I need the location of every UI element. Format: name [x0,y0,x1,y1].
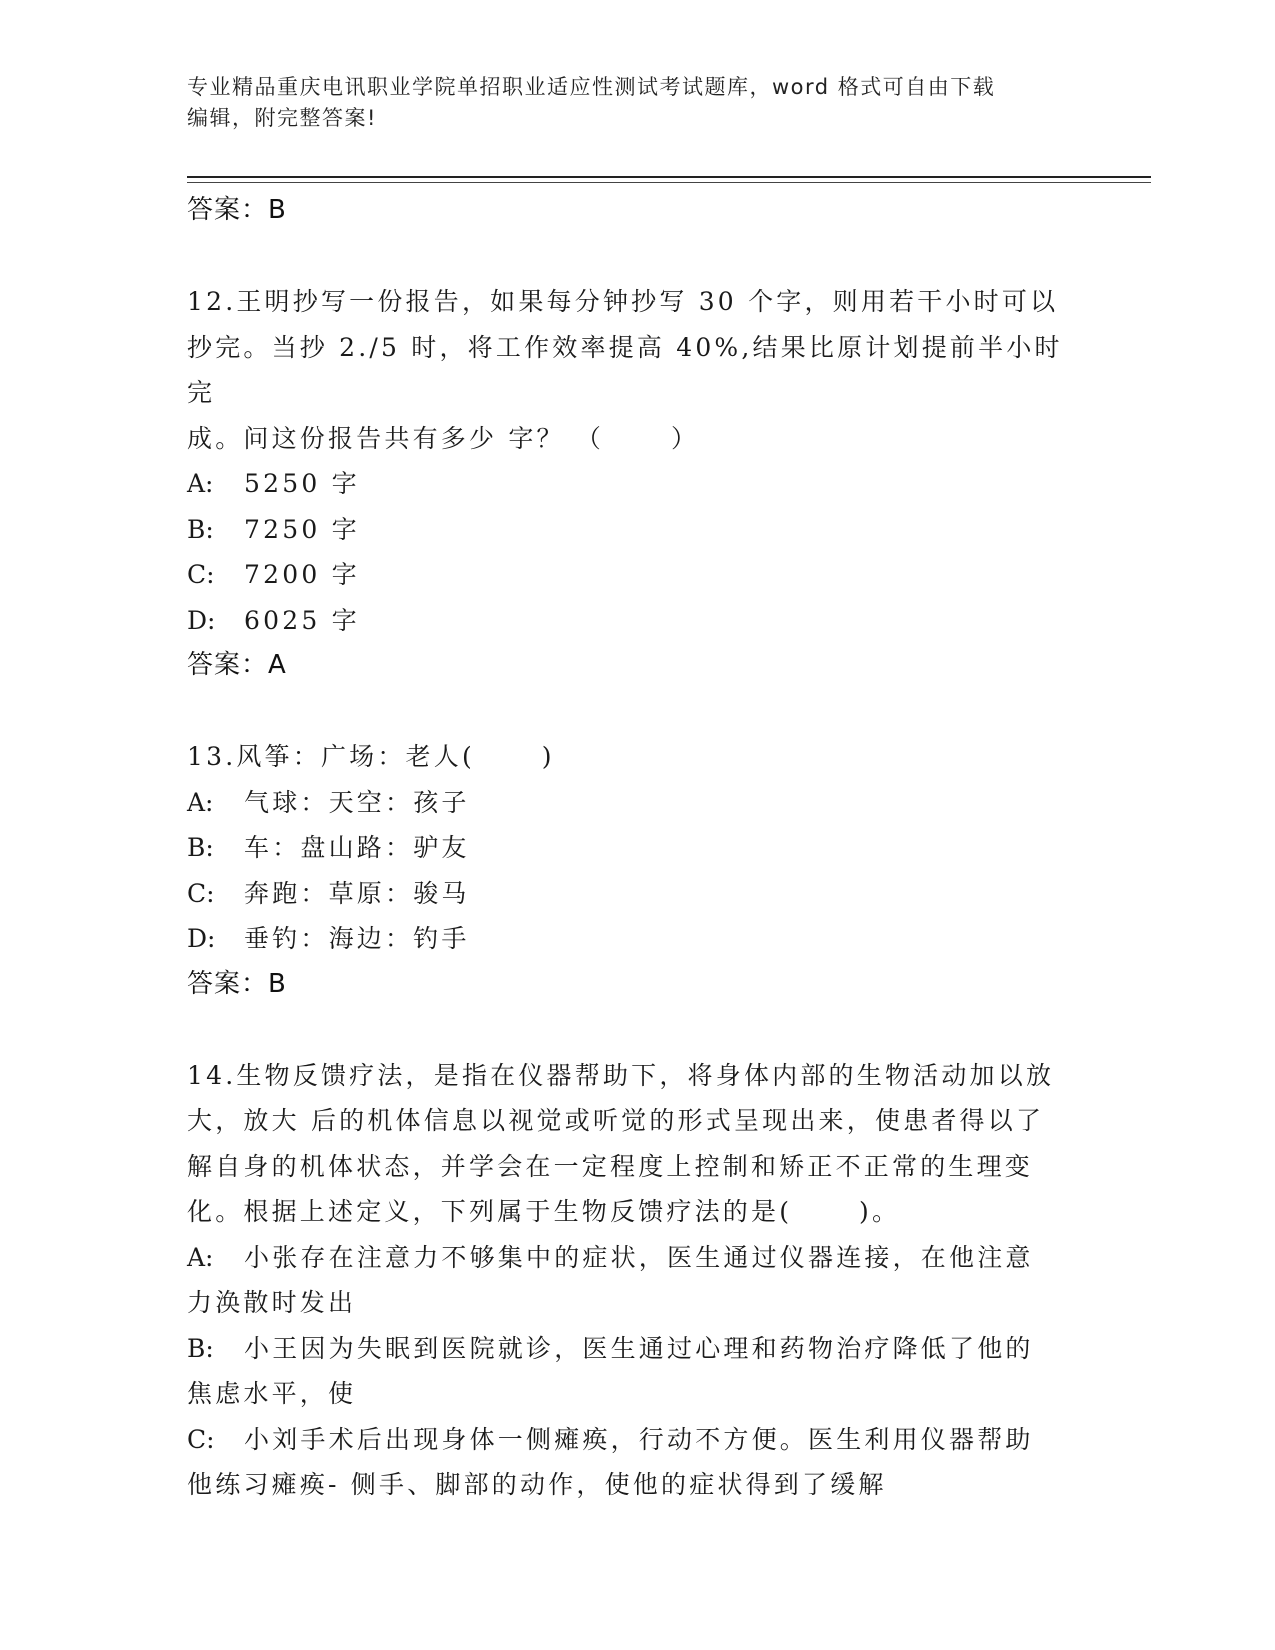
option-text: 小刘手术后出现身体一侧瘫痪，行动不方便。医生利用仪器帮助 [244,1424,1034,1454]
question-13-line-1: 13.风筝：广场：老人( ) [187,742,555,771]
option-label: D: [187,924,216,953]
question-content [187,188,1087,1508]
document-header [187,72,1087,134]
question-12-answer: 答案：A [187,650,287,680]
question-12-line-1: 12.王明抄写一份报告，如果每分钟抄写 30 个字，则用若干小时可以 [187,287,1059,316]
question-14-line-3: 解自身的机体状态，并学会在一定程度上控制和矫正不正常的生理变 [187,1151,1034,1181]
option-label: C: [187,1424,215,1454]
answer-previous: 答案：B [187,195,287,225]
option-text: 垂钓：海边：钓手 [244,924,470,953]
option-text: 气球：天空：孩子 [244,787,470,817]
option-label: C: [187,878,215,908]
question-12 [187,279,1087,689]
option-label: B: [187,514,214,544]
question-14-line-2: 大，放大 后的机体信息以视觉或听觉的形式呈现出来，使患者得以了 [187,1106,1045,1135]
question-12-option-c [187,552,1087,598]
question-13-option-a [187,780,1087,826]
option-label: C: [187,560,215,589]
question-12-option-b [187,507,1087,553]
option-text: 7200 字 [244,560,360,589]
question-14 [187,1053,1087,1508]
question-12-option-a [187,461,1087,507]
header-rule-thick [187,176,1151,178]
question-12-option-d [187,598,1087,644]
option-text: 5250 字 [244,469,360,498]
question-12-line-2: 抄完。当抄 2./5 时，将工作效率提高 40%,结果比原计划提前半小时完 [187,332,1063,407]
question-14-option-a-continued: 力涣散时发出 [187,1288,357,1317]
option-text: 奔跑：草原：骏马 [244,878,470,908]
question-14-option-c [187,1417,1087,1463]
question-14-option-b-continued: 焦虑水平，使 [187,1379,357,1408]
header-line-1: 专业精品重庆电讯职业学院单招职业适应性测试考试题库，word 格式可自由下载 [187,75,996,99]
question-13-option-c [187,871,1087,917]
question-14-option-b [187,1326,1087,1372]
option-label: A: [187,469,214,498]
option-text: 车：盘山路：驴友 [244,833,470,862]
option-text: 6025 字 [244,605,360,635]
option-text: 小王因为失眠到医院就诊，医生通过心理和药物治疗降低了他的 [244,1333,1034,1363]
option-label: D: [187,605,216,635]
question-13-answer: 答案：B [187,968,287,999]
question-14-line-4: 化。根据上述定义，下列属于生物反馈疗法的是( )。 [187,1197,901,1226]
header-rule-thin [187,182,1151,183]
option-label: A: [187,1242,214,1272]
question-13 [187,734,1087,1007]
question-14-option-a [187,1235,1087,1281]
question-13-option-d [187,916,1087,962]
header-line-2: 编辑，附完整答案! [187,106,377,130]
question-12-line-3: 成。问这份报告共有多少 字？ （ ） [187,423,700,453]
option-text: 小张存在注意力不够集中的症状，医生通过仪器连接，在他注意 [244,1242,1034,1272]
question-14-line-1: 14.生物反馈疗法，是指在仪器帮助下，将身体内部的生物活动加以放 [187,1060,1055,1090]
option-label: A: [187,787,214,817]
option-label: B: [187,833,214,862]
option-text: 7250 字 [244,514,360,544]
question-13-option-b [187,825,1087,871]
question-14-option-c-continued: 他练习瘫痪- 侧手、脚部的动作，使他的症状得到了缓解 [187,1470,887,1499]
option-label: B: [187,1333,214,1363]
